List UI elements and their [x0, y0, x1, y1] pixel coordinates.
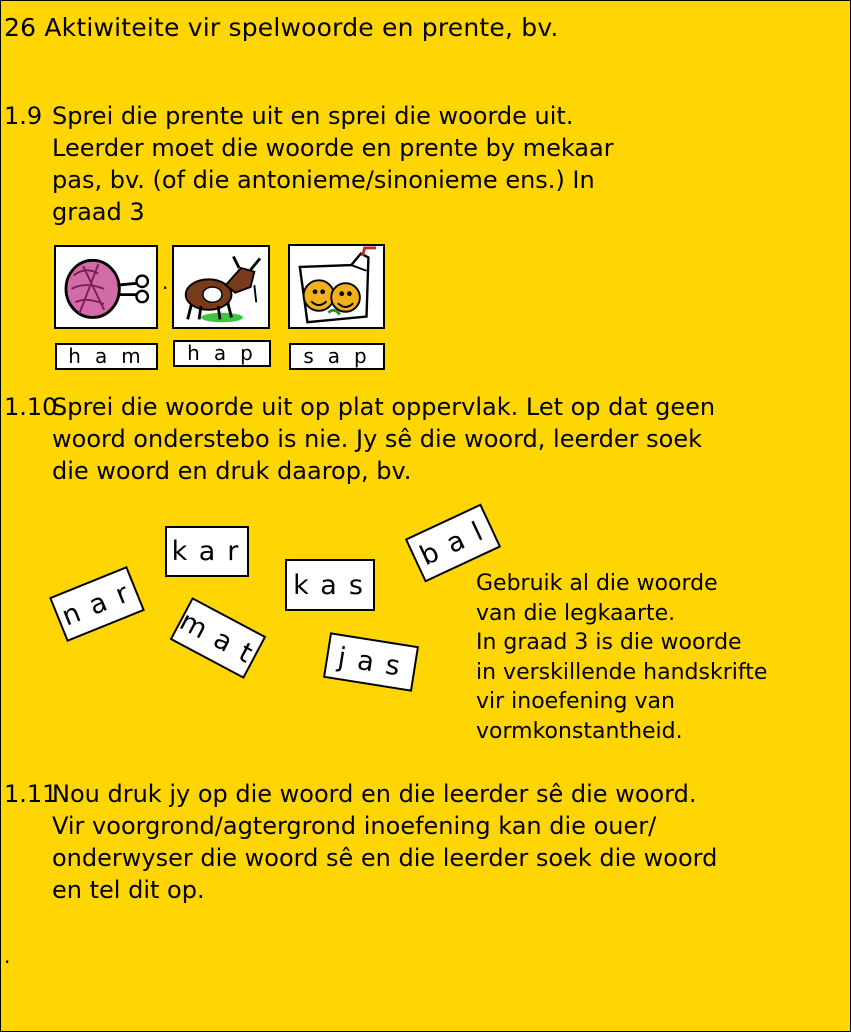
word-label-hap: hap	[173, 340, 271, 367]
note-line: In graad 3 is die woorde	[476, 630, 742, 655]
note-line: in verskillende handskrifte	[476, 659, 768, 685]
word-card-jas: jas	[323, 632, 419, 692]
juice-box-picture-icon	[288, 244, 385, 329]
text-line: graad 3	[52, 198, 145, 226]
word-card-kas: kas	[285, 559, 375, 611]
word-card-mat: mat	[170, 597, 267, 679]
ham-picture-icon	[54, 245, 158, 329]
text-line: Leerder moet die woorde en prente by mekaar	[52, 134, 614, 162]
text-line: woord onderstebo is nie. Jy sê die woord, leerder soek	[52, 425, 703, 453]
text-line: en tel dit op.	[52, 876, 205, 904]
text-line: Sprei die prente uit en sprei die woorde uit.	[52, 102, 574, 130]
cow-biting-picture-icon	[172, 245, 270, 329]
word-card-nar: nar	[49, 566, 145, 642]
note-line: vir inoefening van	[476, 689, 675, 714]
section-1-9-text	[52, 100, 614, 228]
note-line: Gebruik al die woorde	[476, 571, 718, 596]
text-line: die woord en druk daarop, bv.	[52, 457, 412, 485]
section-1-11-text	[52, 778, 717, 906]
page-title: 26 Aktiwiteite vir spelwoorde en prente, bv.	[4, 13, 559, 42]
stray-dot: ·	[162, 276, 169, 300]
note-line: vormkonstantheid.	[476, 718, 683, 744]
text-line: Sprei die woorde uit op plat oppervlak. Let op dat geen	[52, 393, 716, 421]
text-line: pas, bv. (of die antonieme/sinonieme ens.) In	[52, 166, 595, 194]
section-number-1-11: 1.11	[4, 780, 58, 808]
cards-note	[476, 569, 767, 746]
word-card-kar: kar	[165, 526, 249, 577]
section-number-1-9: 1.9	[4, 102, 43, 130]
note-line: van die legkaarte.	[476, 600, 676, 626]
text-line: onderwyser die woord sê en die leerder soek die woord	[52, 844, 718, 872]
text-line: Vir voorgrond/agtergrond inoefening kan die ouer/	[52, 812, 657, 840]
word-label-ham: ham	[55, 343, 158, 370]
word-card-bal: bal	[405, 503, 501, 582]
text-line: Nou druk jy op die woord en die leerder sê die woord.	[52, 780, 697, 808]
word-label-sap: sap	[289, 343, 385, 370]
section-1-10-text	[52, 391, 715, 487]
footer-mark: .	[4, 944, 11, 968]
section-number-1-10: 1.10	[4, 393, 58, 421]
